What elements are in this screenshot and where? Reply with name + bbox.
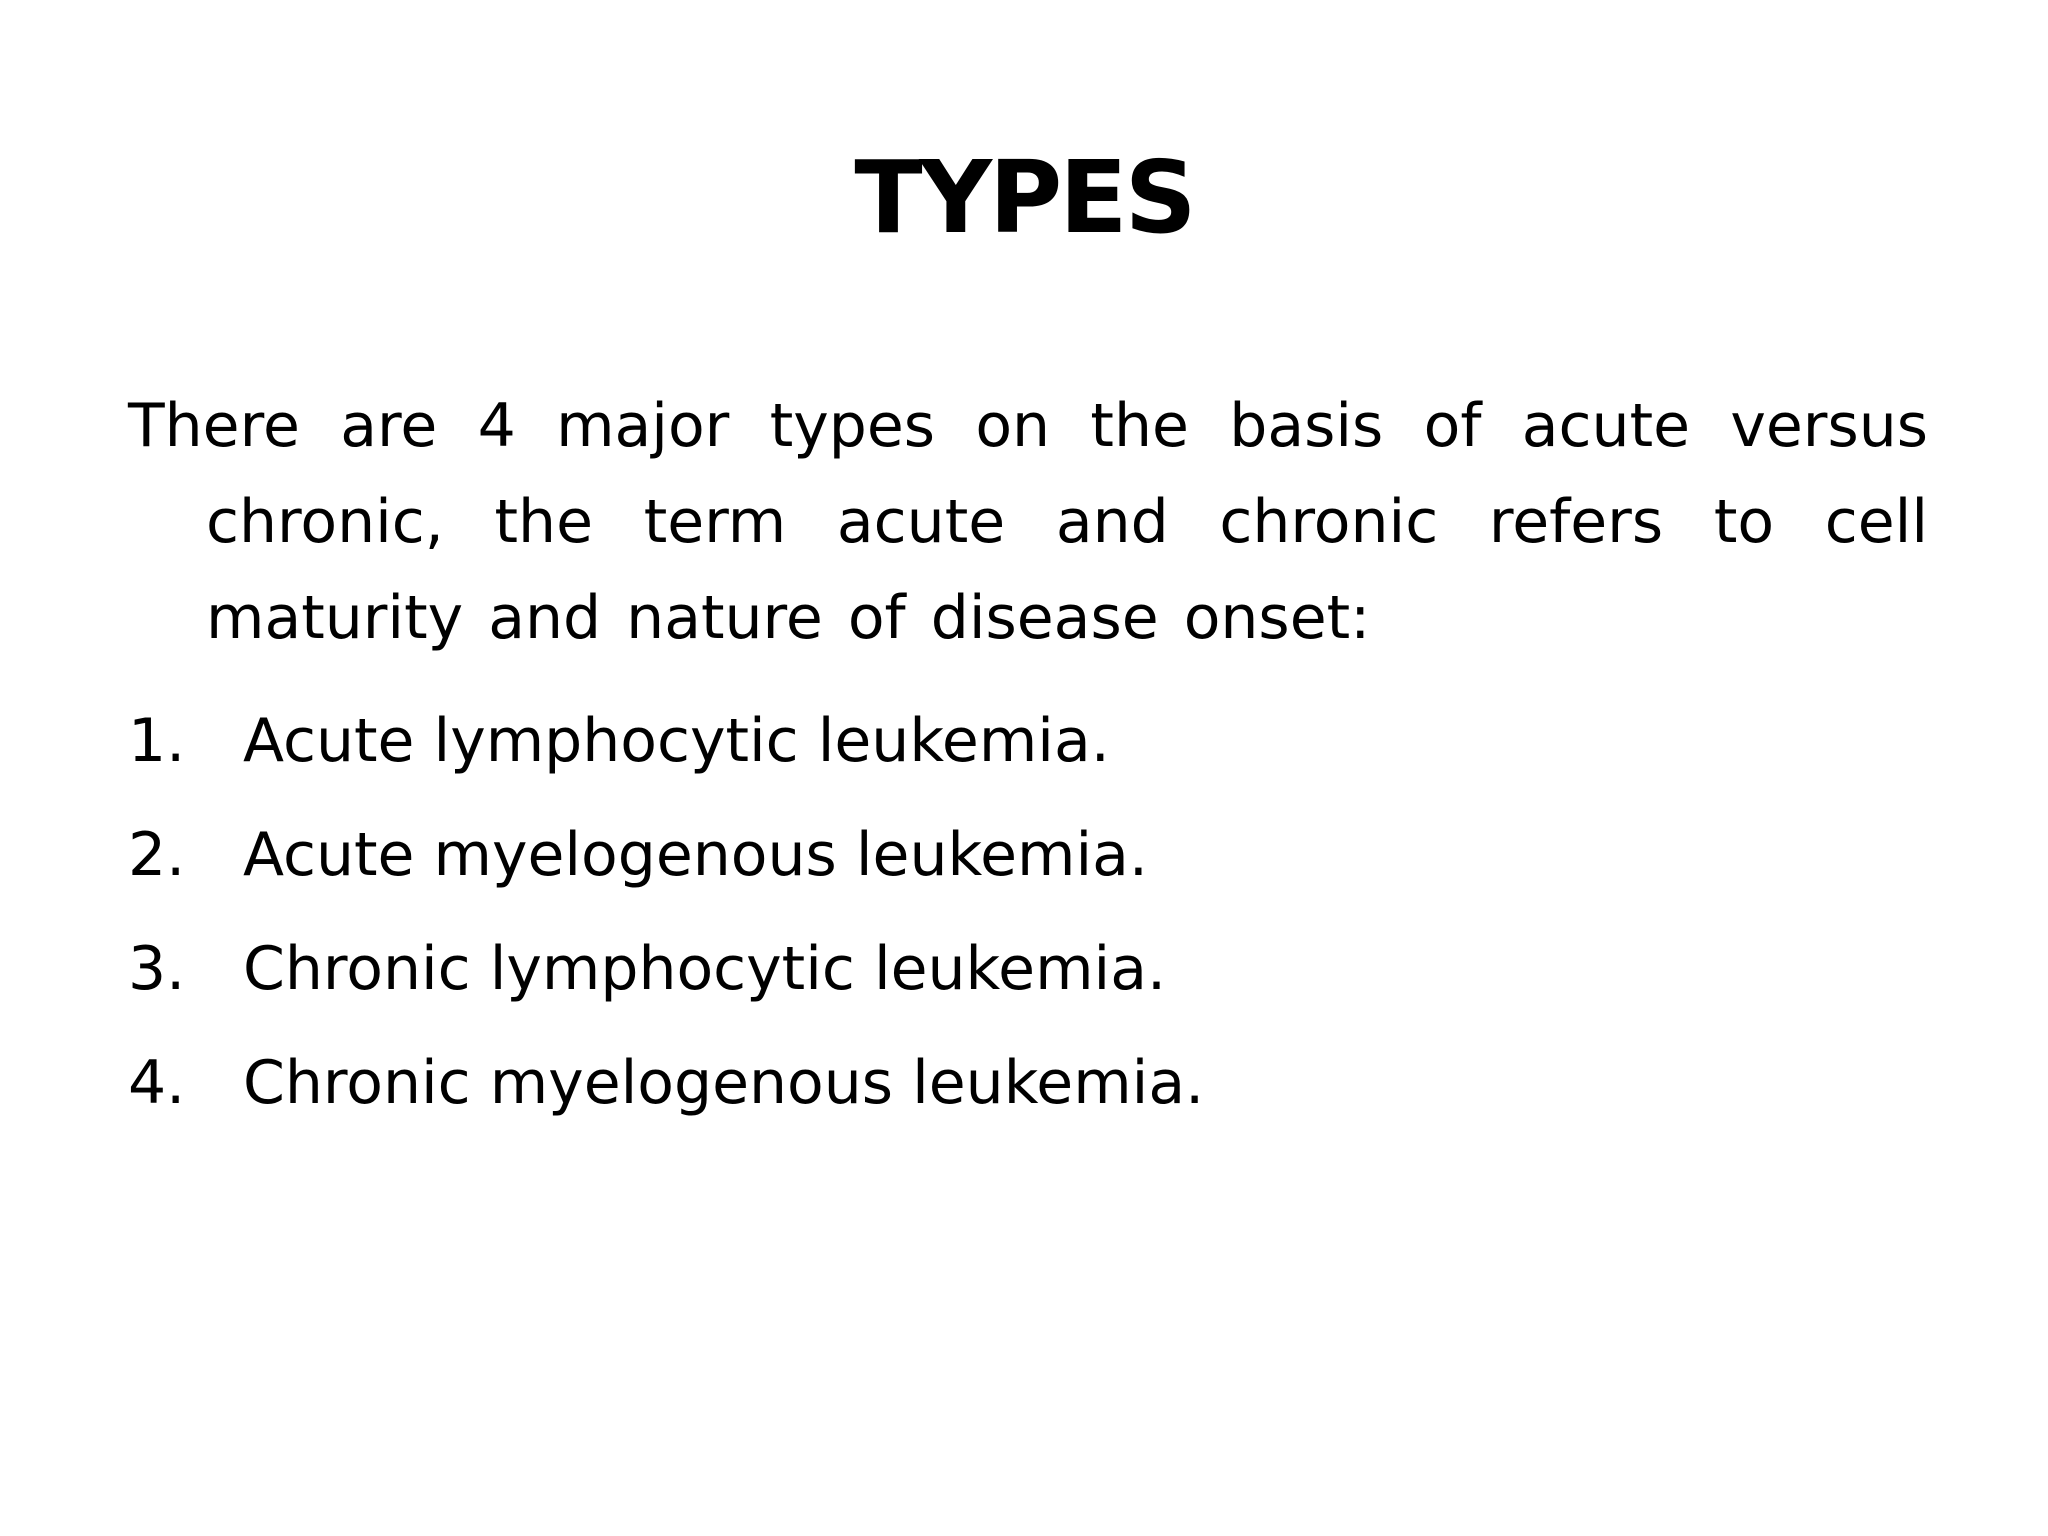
slide-title: TYPES <box>854 139 1194 256</box>
list-item <box>128 798 1928 912</box>
list-item-number: 2. <box>128 820 186 890</box>
slide-content <box>128 378 1928 1140</box>
list-item-text: Acute myelogenous leukemia. <box>243 820 1148 890</box>
list-item-text: Chronic lymphocytic leukemia. <box>243 934 1167 1004</box>
list-item-number: 4. <box>128 1048 186 1118</box>
intro-paragraph: There are 4 major types on the basis of acute versus chronic, the term acute and chronic refers to cell maturity and nature of disease onset: <box>128 391 1928 653</box>
leukemia-types-list <box>128 684 1928 1140</box>
list-item-text: Acute lymphocytic leukemia. <box>243 706 1110 776</box>
list-item <box>128 1026 1928 1140</box>
list-item <box>128 912 1928 1026</box>
list-item-text: Chronic myelogenous leukemia. <box>243 1048 1205 1118</box>
list-item <box>128 684 1928 798</box>
list-item-number: 3. <box>128 934 186 1004</box>
list-item-number: 1. <box>128 706 186 776</box>
